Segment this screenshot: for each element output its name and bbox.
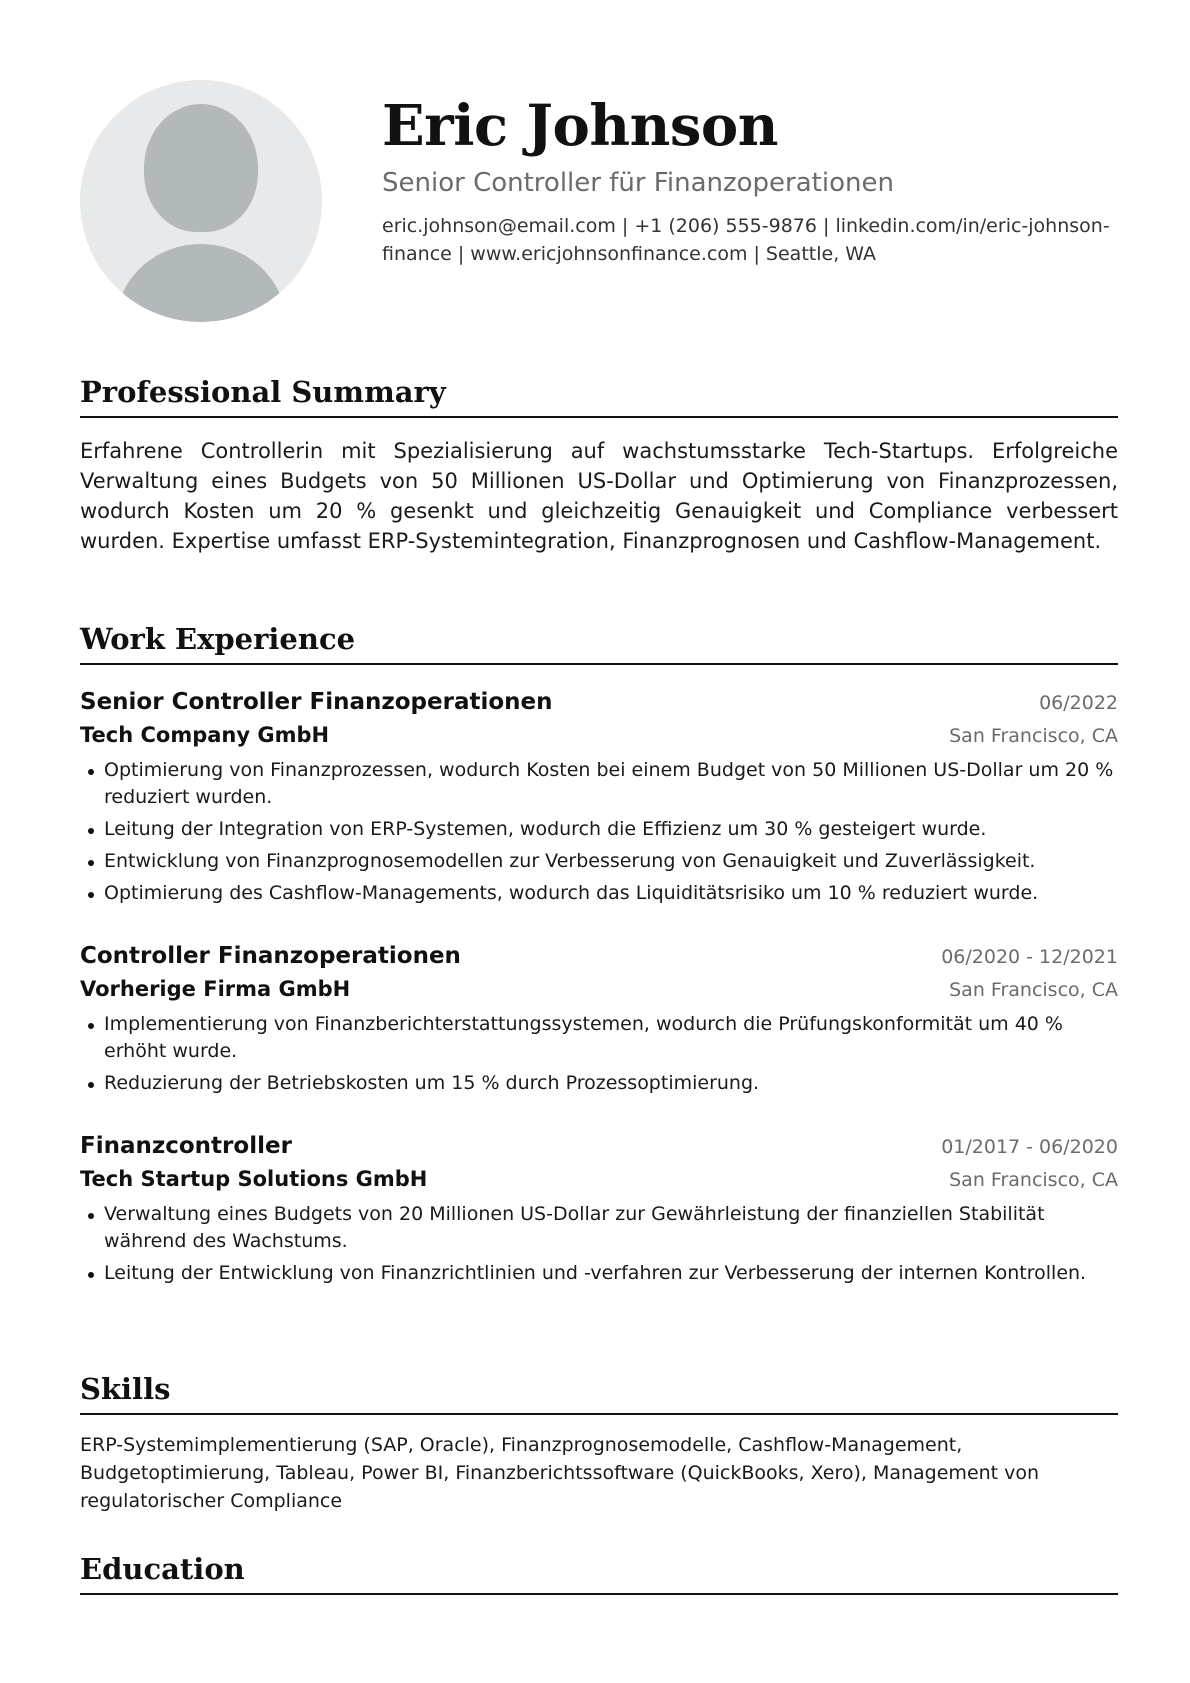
job-company: Tech Startup Solutions GmbH bbox=[80, 1167, 428, 1191]
job-location: San Francisco, CA bbox=[949, 1169, 1118, 1191]
job-bullets bbox=[80, 1201, 1118, 1287]
summary-section bbox=[80, 372, 1118, 556]
contact-info: eric.johnson@email.com | +1 (206) 555-9876 | linkedin.com/in/eric-johnson-finance | www.ericjohnsonfinance.com | Seattle, WA bbox=[382, 215, 1110, 265]
job-company: Tech Company GmbH bbox=[80, 723, 330, 747]
experience-section bbox=[80, 619, 1118, 1287]
summary-heading: Professional Summary bbox=[80, 372, 1118, 418]
candidate-title: Senior Controller für Finanzoperationen bbox=[382, 168, 894, 198]
job-title: Controller Finanzoperationen bbox=[80, 943, 461, 969]
education-heading: Education bbox=[80, 1549, 1118, 1595]
job-date: 06/2020 - 12/2021 bbox=[941, 946, 1118, 968]
job-bullets bbox=[80, 757, 1118, 907]
skills-text: ERP-Systemimplementierung (SAP, Oracle), Finanzprognosemodelle, Cashflow-Management, Budgetoptimierung, Tableau, Power BI, Finanzberichtssoftware (QuickBooks, Xero), Management von regulatorischer Compliance bbox=[80, 1434, 1040, 1512]
job-date: 01/2017 - 06/2020 bbox=[941, 1136, 1118, 1158]
job-entry bbox=[80, 939, 1118, 1097]
education-section bbox=[80, 1549, 1118, 1595]
job-date: 06/2022 bbox=[1039, 692, 1118, 714]
job-bullet: Leitung der Entwicklung von Finanzrichtlinien und -verfahren zur Verbesserung der internen Kontrollen. bbox=[104, 1260, 1118, 1287]
job-company: Vorherige Firma GmbH bbox=[80, 977, 351, 1001]
job-location: San Francisco, CA bbox=[949, 979, 1118, 1001]
job-bullet: Optimierung von Finanzprozessen, wodurch Kosten bei einem Budget von 50 Millionen US-Dollar um 20 % reduziert wurden. bbox=[104, 757, 1118, 811]
user-silhouette-body bbox=[116, 244, 286, 322]
job-bullets bbox=[80, 1011, 1118, 1097]
user-silhouette-icon bbox=[144, 104, 258, 232]
job-bullet: Entwicklung von Finanzprognosemodellen zur Verbesserung von Genauigkeit und Zuverlässigkeit. bbox=[104, 848, 1118, 875]
job-bullet: Optimierung des Cashflow-Managements, wodurch das Liquiditätsrisiko um 10 % reduziert wurde. bbox=[104, 880, 1118, 907]
skills-section bbox=[80, 1369, 1118, 1515]
job-entry bbox=[80, 685, 1118, 907]
job-title: Senior Controller Finanzoperationen bbox=[80, 689, 553, 715]
job-bullet: Implementierung von Finanzberichterstattungssystemen, wodurch die Prüfungskonformität um 40 % erhöht wurde. bbox=[104, 1011, 1118, 1065]
job-bullet: Reduzierung der Betriebskosten um 15 % durch Prozessoptimierung. bbox=[104, 1070, 1118, 1097]
job-bullet: Leitung der Integration von ERP-Systemen, wodurch die Effizienz um 30 % gesteigert wurde. bbox=[104, 816, 1118, 843]
skills-heading: Skills bbox=[80, 1369, 1118, 1415]
job-location: San Francisco, CA bbox=[949, 725, 1118, 747]
avatar bbox=[80, 80, 322, 322]
header bbox=[382, 92, 1120, 268]
summary-text: Erfahrene Controllerin mit Spezialisierung auf wachstumsstarke Tech-Startups. Erfolgreiche Verwaltung eines Budgets von 50 Millionen US-Dollar und Optimierung von Finanzprozessen, wodurch Kosten um 20 % gesenkt und gleichzeitig Genauigkeit und Compliance verbessert wurden. Expertise umfasst ERP-Systemintegration, Finanzprognosen und Cashflow-Management. bbox=[80, 439, 1118, 553]
job-entry bbox=[80, 1129, 1118, 1287]
candidate-name: Eric Johnson bbox=[382, 93, 778, 159]
job-bullet: Verwaltung eines Budgets von 20 Millionen US-Dollar zur Gewährleistung der finanziellen Stabilität während des Wachstums. bbox=[104, 1201, 1118, 1255]
job-title: Finanzcontroller bbox=[80, 1133, 292, 1159]
experience-heading: Work Experience bbox=[80, 619, 1118, 665]
